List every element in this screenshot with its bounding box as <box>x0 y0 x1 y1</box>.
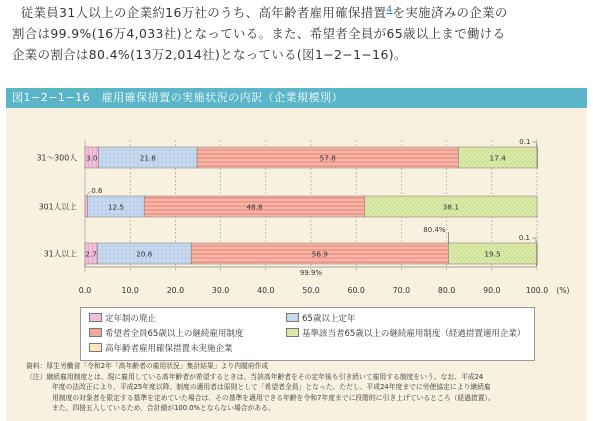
x-tick-label: 60.0 <box>347 286 365 295</box>
data-label: 21.8 <box>139 153 156 163</box>
legend-swatch <box>89 343 102 352</box>
x-unit-label: (%) <box>556 286 570 295</box>
category-label: 301人以上 <box>38 202 77 212</box>
note-line-3: 用制度の対象者を限定する基準を定めていた場合は、その基準を適用できる年齢を令和7年度までに段階的に引き上げているところ（経過措置）。 <box>52 393 495 402</box>
x-tick-label: 80.0 <box>437 286 456 295</box>
legend-item-not-implemented <box>89 343 233 354</box>
legend-item-abolish <box>89 313 156 324</box>
source-note: 資料：厚生労働省「令和2年「高年齢者の雇用状況」集計結果」より内閣府作成 <box>26 362 269 370</box>
annotation-label: 80.4% <box>423 226 446 234</box>
data-label: 2.7 <box>85 249 97 259</box>
x-tick-label: 90.0 <box>483 286 501 295</box>
legend-swatch <box>89 313 102 322</box>
data-label: 0.1 <box>518 234 530 242</box>
intro-line-2: 割合は99.9%(16万4,033社)となっている。また、希望者全員が65歳以上まで働ける <box>12 26 506 42</box>
figure-title: 図1−2−1−16 雇用確保措置の実施状況の内訳（企業規模別） <box>6 88 587 108</box>
figure-notes <box>26 361 586 414</box>
annotation-label: 99.9% <box>299 269 323 277</box>
data-label: 20.8 <box>136 249 153 259</box>
footnote-link[interactable]: 4 <box>386 5 393 15</box>
legend-item-standard <box>286 328 525 339</box>
legend-swatch <box>286 313 299 322</box>
x-tick-label: 20.0 <box>166 286 185 295</box>
x-tick-label: 100.0 <box>525 286 549 295</box>
data-label: 17.4 <box>489 153 506 163</box>
x-tick-label: 30.0 <box>211 286 230 295</box>
note-line-4: また、四捨五入しているため、合計値が100.0%とならない場合がある。 <box>52 404 275 412</box>
bar-segment <box>85 196 88 217</box>
category-label: 31～300人 <box>36 153 77 163</box>
legend-label: 65歳以上定年 <box>302 314 356 324</box>
x-tick-label: 50.0 <box>302 286 320 295</box>
data-label: 19.5 <box>484 249 501 259</box>
data-label: 3.0 <box>85 153 98 163</box>
data-label: 56.9 <box>311 249 328 259</box>
intro-line-3: 企業の割合は80.4%(13万2,014社)となっている(図1−2−1−16)。 <box>12 47 407 63</box>
x-tick-label: 10.0 <box>121 286 139 295</box>
bar-segment <box>537 243 538 264</box>
data-label: 12.5 <box>107 202 125 212</box>
intro-line-1a: 従業員31人以上の企業約16万社のうち、高年齢者雇用確保措置 <box>20 5 387 21</box>
x-tick-label: 40.0 <box>257 286 275 295</box>
note-line-2: 年度の法改正により、平成25年度以降、制度の適用者は原則として「希望者全員」となった。ただし、平成24年度までに労使協定により継続雇 <box>52 383 491 391</box>
legend-label: 希望者全員65歳以上の継続雇用制度 <box>105 329 244 339</box>
data-label: 57.8 <box>319 153 336 163</box>
x-tick-label: 70.0 <box>392 286 411 295</box>
chart-legend <box>80 307 535 361</box>
legend-label: 高年齢者雇用確保措置未実施企業 <box>105 344 233 354</box>
data-label: 48.8 <box>246 202 263 212</box>
data-label: 0.6 <box>91 187 103 195</box>
note-line-1: （注）継続雇用制度とは、現に雇用している高年齢者が希望するときは、当該高年齢者をその定年後も引き続いて雇用する制度をいう。なお、平成24 <box>26 372 484 381</box>
legend-item-age65 <box>286 313 355 324</box>
x-tick-label: 0.0 <box>78 286 92 295</box>
category-label: 31人以上 <box>43 249 77 259</box>
legend-label: 定年制の廃止 <box>105 314 157 324</box>
intro-line-1b: を実施済みの企業の <box>392 5 508 21</box>
leader-line <box>86 191 90 196</box>
legend-label: 基準該当者65歳以上の継続雇用制度（経過措置適用企業） <box>302 329 526 339</box>
legend-item-all65 <box>89 328 243 339</box>
bar-segment <box>537 147 538 168</box>
legend-swatch <box>89 328 102 337</box>
data-label: 38.1 <box>442 202 460 212</box>
data-label: 0.1 <box>519 138 531 146</box>
legend-swatch <box>286 328 299 337</box>
